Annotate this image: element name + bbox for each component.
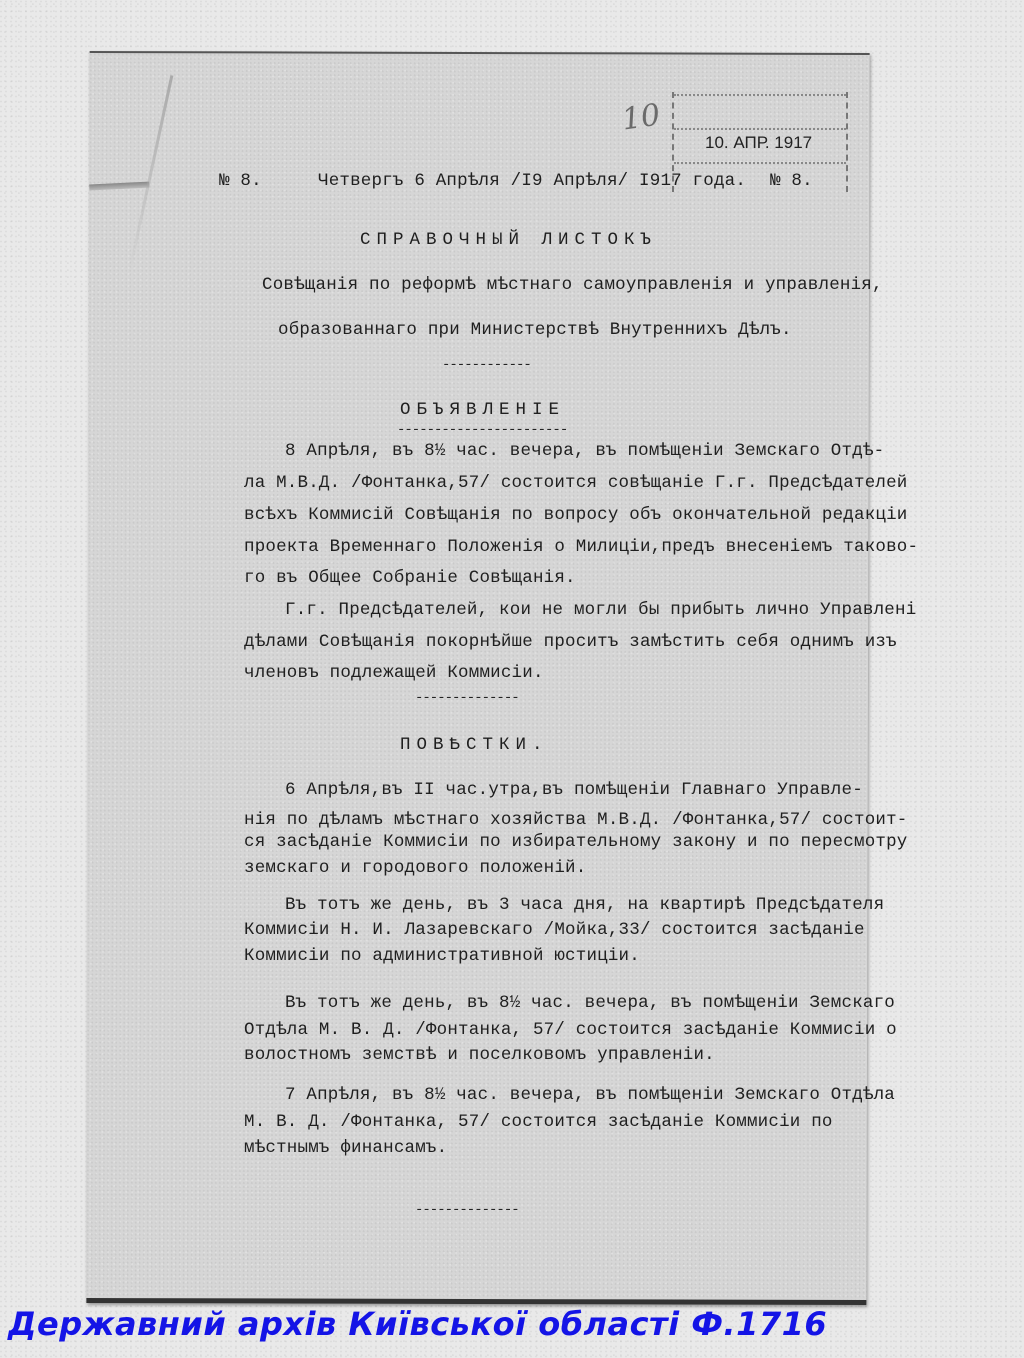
- document-title: СПРАВОЧНЫЙ ЛИСТОКЪ: [360, 230, 658, 250]
- notice-line: земскаго и городового положеній.: [244, 858, 587, 878]
- announcement-line: всѣхъ Коммисій Совѣщанія по вопросу объ окончательной редакціи: [244, 505, 908, 525]
- notice-line: Отдѣла М. В. Д. /Фонтанка, 57/ состоится засѣданіе Коммисіи о: [244, 1020, 897, 1040]
- notice-line: нія по дѣламъ мѣстнаго хозяйства М.В.Д. /Фонтанка,57/ состоит-: [244, 810, 908, 830]
- notice-line: волостномъ земствѣ и поселковомъ управленіи.: [244, 1045, 715, 1065]
- notice-line: Въ тотъ же день, въ 3 часа дня, на квартирѣ Предсѣдателя: [285, 895, 885, 915]
- announcement-line: Г.г. Предсѣдателей, кои не могли бы прибыть лично Управлені: [285, 600, 917, 620]
- announcement-line: 8 Апрѣля, въ 8½ час. вечера, въ помѣщеніи Земскаго Отдѣ-: [285, 441, 885, 461]
- notice-line: 6 Апрѣля,въ II час.утра,въ помѣщеніи Главнаго Управле-: [285, 780, 863, 800]
- issue-date: Четвергъ 6 Апрѣля /I9 Апрѣля/ I917 года.: [318, 171, 747, 191]
- document-subtitle-line1: Совѣщанія по реформѣ мѣстнаго самоуправленія и управленія,: [262, 275, 883, 295]
- issue-number-left: № 8.: [219, 171, 262, 191]
- announcement-line: ла М.В.Д. /Фонтанка,57/ состоится совѣщаніе Г.г. Предсѣдателей: [244, 473, 908, 493]
- notice-line: Коммисіи по административной юстиціи.: [244, 946, 640, 966]
- announcement-line: го въ Общее Собраніе Совѣщанія.: [244, 568, 576, 588]
- heading-underline: -----------------------: [397, 422, 568, 438]
- issue-number-right: № 8.: [770, 171, 813, 191]
- announcement-line: членовъ подлежащей Коммисіи.: [244, 663, 544, 683]
- separator: --------------: [415, 1202, 519, 1218]
- notice-line: мѣстнымъ финансамъ.: [244, 1138, 448, 1158]
- announcement-heading: ОБЪЯВЛЕНІЕ: [400, 400, 566, 420]
- paper-crease: [128, 75, 173, 271]
- notices-heading: ПОВѢСТКИ.: [400, 735, 549, 755]
- notice-line: Въ тотъ же день, въ 8½ час. вечера, въ помѣщеніи Земскаго: [285, 993, 895, 1013]
- document-subtitle-line2: образованнаго при Министерствѣ Внутреннихъ Дѣлъ.: [278, 320, 792, 340]
- separator: ------------: [442, 357, 531, 373]
- announcement-line: дѣлами Совѣщанія покорнѣйше проситъ замѣстить себя однимъ изъ: [244, 632, 897, 652]
- notice-line: Коммисіи Н. И. Лазаревскаго /Мойка,33/ состоится засѣданіе: [244, 920, 865, 940]
- paper-fold: [89, 182, 149, 191]
- archive-watermark: Державний архів Київської області Ф.1716: [8, 1305, 828, 1343]
- handwritten-number: 10: [619, 97, 663, 138]
- notice-line: М. В. Д. /Фонтанка, 57/ состоится засѣданіе Коммисіи по: [244, 1112, 833, 1132]
- announcement-line: проекта Временнаго Положенія о Милиціи,предъ внесеніемъ таково-: [244, 537, 919, 557]
- stamp-date: 10. АПР. 1917: [705, 133, 813, 152]
- separator: --------------: [415, 690, 519, 706]
- notice-line: ся засѣданіе Коммисіи по избирательному закону и по пересмотру: [244, 832, 908, 852]
- notice-line: 7 Апрѣля, въ 8½ час. вечера, въ помѣщеніи Земскаго Отдѣла: [285, 1085, 895, 1105]
